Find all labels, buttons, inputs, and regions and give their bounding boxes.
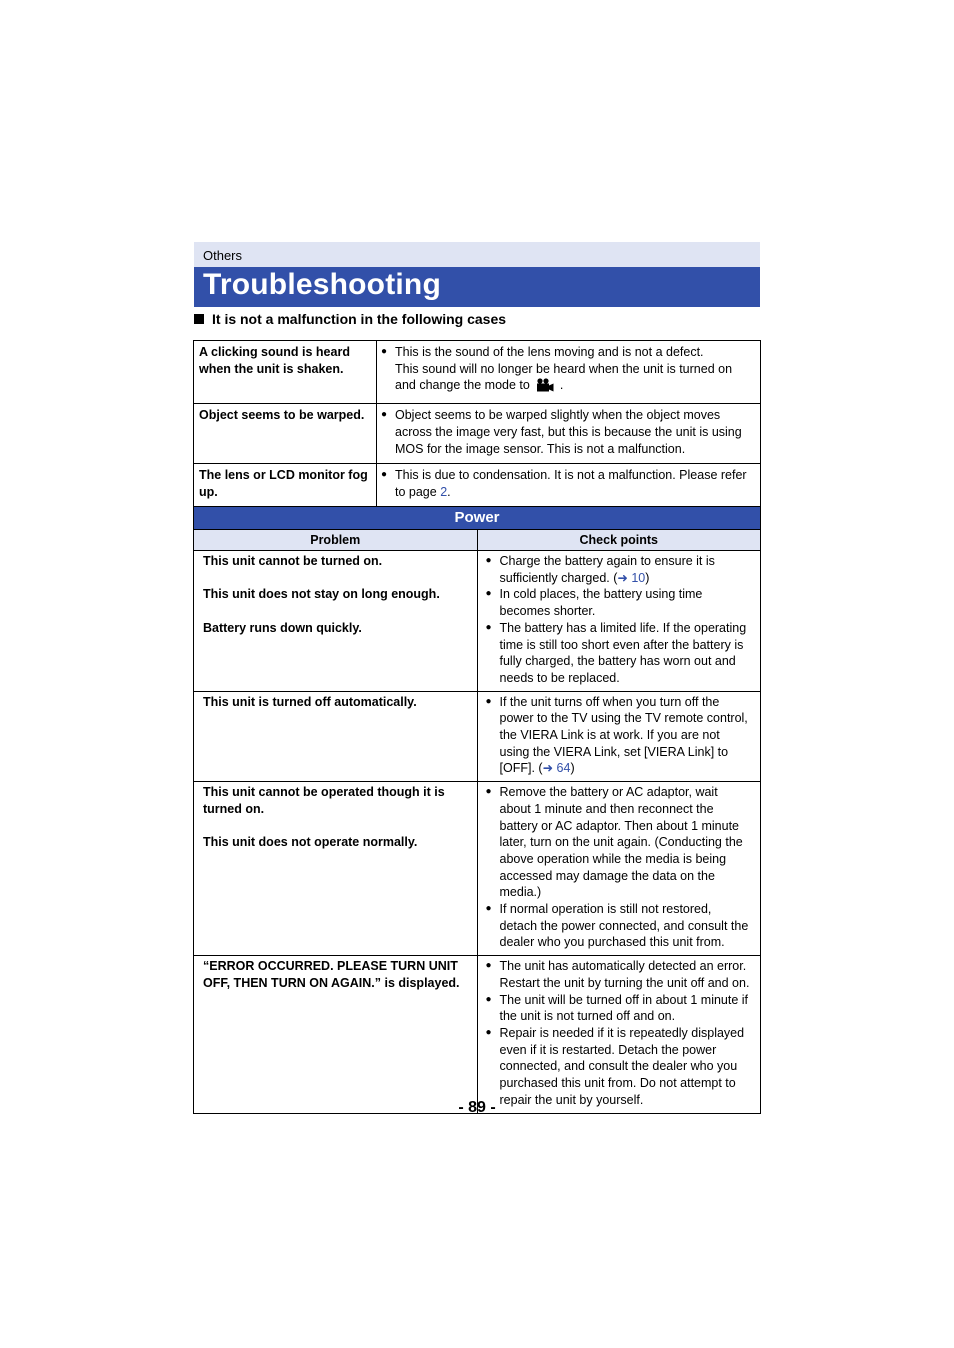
page-number: - 89 - [458, 1099, 496, 1116]
problem-text: This unit does not operate normally. [203, 835, 418, 850]
problem-cell: A clicking sound is heard when the unit is shaken. [194, 341, 377, 404]
motion-picture-camera-icon [536, 378, 554, 397]
problem-text: This unit is turned off automatically. [203, 694, 417, 709]
bullet-icon: ● [485, 695, 492, 707]
power-table [193, 506, 761, 1114]
check-text: Charge the battery again to ensure it is sufficiently charged. ( [499, 554, 715, 585]
table-row [194, 341, 761, 404]
table-row [194, 464, 761, 507]
check-text: The unit has automatically detected an error. Restart the unit by turning the unit off and on. [499, 959, 750, 990]
bullet-icon: ● [485, 1026, 492, 1038]
page-reference-link[interactable] [543, 761, 571, 775]
check-cell [477, 956, 761, 1113]
bullet-icon: ● [381, 346, 388, 357]
check-text: This sound will no longer be heard when the unit is turned on and change the mode to [395, 361, 733, 393]
bullet-icon: ● [381, 469, 388, 481]
problem-text: This unit does not stay on long enough. [203, 587, 440, 602]
section-label: Others [203, 248, 243, 263]
check-text: This is the sound of the lens moving and is not a defect. [395, 345, 704, 359]
problem-text: This unit cannot be turned on. [203, 554, 383, 568]
title-band [194, 267, 760, 307]
table-row [194, 691, 761, 782]
square-bullet-icon [194, 314, 204, 324]
problem-cell [194, 691, 478, 782]
bullet-icon: ● [485, 621, 492, 633]
section-band [194, 242, 760, 267]
check-cell: ● Charge the battery again to ensure it is sufficiently charged. (➜ 10) ● In cold places, the battery using time becomes shorter. ● The battery has a limited life. If the operating time is still too short even after the battery is fully charged, the battery has worn out and needs to be replaced. [477, 551, 761, 692]
column-header-problem: Problem [194, 530, 478, 551]
column-header-check: Check points [477, 530, 761, 551]
check-text: The battery has a limited life. If the operating time is still too short even after the battery is fully charged, the battery has worn out and needs to be replaced. [499, 620, 747, 685]
problem-cell [194, 782, 478, 956]
page-title: Troubleshooting [203, 268, 441, 301]
check-text: Object seems to be warped slightly when the object moves across the image very fast, but this is because the unit is using MOS for the image sensor. This is not a malfunction. [395, 408, 742, 456]
power-table-title: Power [194, 507, 761, 530]
check-text: If normal operation is still not restored, detach the power connected, and consult the dealer who you purchased this unit from. [499, 902, 749, 950]
problem-text: “ERROR OCCURRED. PLEASE TURN UNIT OFF, THEN TURN ON AGAIN.” is displayed. [203, 959, 460, 990]
bullet-icon: ● [485, 960, 492, 972]
check-cell: ● If the unit turns off when you turn off the power to the TV using the TV remote control, the VIERA Link is at work. If you are not using the VIERA Link, set [VIERA Link] to [OFF]. (➜ 64) [477, 691, 761, 782]
page-reference-link[interactable] [617, 571, 645, 585]
check-text: Repair is needed if it is repeatedly displayed even if it is restarted. Detach the power connected, and consult the dealer who you purchased this unit from. Do not attempt to repair the unit by yourself. [499, 1025, 745, 1107]
bullet-icon: ● [485, 555, 492, 566]
arrow-icon: ➜ [542, 761, 554, 776]
bullet-icon: ● [485, 993, 492, 1005]
check-text: In cold places, the battery using time becomes shorter. [499, 587, 703, 619]
problem-cell: The lens or LCD monitor fog up. [194, 464, 377, 507]
table-row [194, 956, 761, 1113]
problem-cell [194, 956, 478, 1113]
table-row [194, 404, 761, 464]
check-cell [477, 782, 761, 956]
problem-text: Battery runs down quickly. [203, 620, 362, 635]
page-number-ref: 10 [631, 570, 646, 585]
problem-text: This unit cannot be operated though it is turned on. [203, 785, 445, 816]
check-text: This is due to condensation. It is not a malfunction. Please refer to page [395, 468, 747, 499]
check-cell: ● This is due to condensation. It is not a malfunction. Please refer to page 2. [377, 464, 761, 507]
check-cell [377, 404, 761, 464]
check-text: If the unit turns off when you turn off the power to the TV using the TV remote control, the VIERA Link is at work. If you are not using the VIERA Link, set [VIERA Link] to [OFF]. ( [499, 694, 748, 776]
table-row [194, 551, 761, 692]
bullet-icon: ● [485, 786, 492, 798]
check-text: Remove the battery or AC adaptor, wait about 1 minute and then reconnect the battery or AC adaptor. Then about 1 minute later, turn on the unit again. (Conducting the above operation while the media is being accessed may damage the data on the media.) [499, 785, 743, 900]
arrow-icon: ➜ [617, 570, 628, 585]
check-text: The unit will be turned off in about 1 minute if the unit is not turned off and on. [499, 992, 749, 1024]
bullet-icon: ● [485, 588, 492, 600]
page-number-ref: 64 [556, 761, 571, 776]
subheading-text: It is not a malfunction in the following cases [212, 311, 507, 327]
page-link[interactable]: 2 [440, 484, 448, 499]
bullet-icon: ● [485, 903, 492, 915]
problem-cell [194, 551, 478, 692]
check-text: . [559, 378, 564, 393]
problem-cell: Object seems to be warped. [194, 404, 377, 464]
check-cell [377, 341, 761, 404]
malfunction-table [193, 340, 761, 508]
subheading [194, 311, 506, 327]
table-row [194, 782, 761, 956]
bullet-icon: ● [381, 409, 388, 421]
